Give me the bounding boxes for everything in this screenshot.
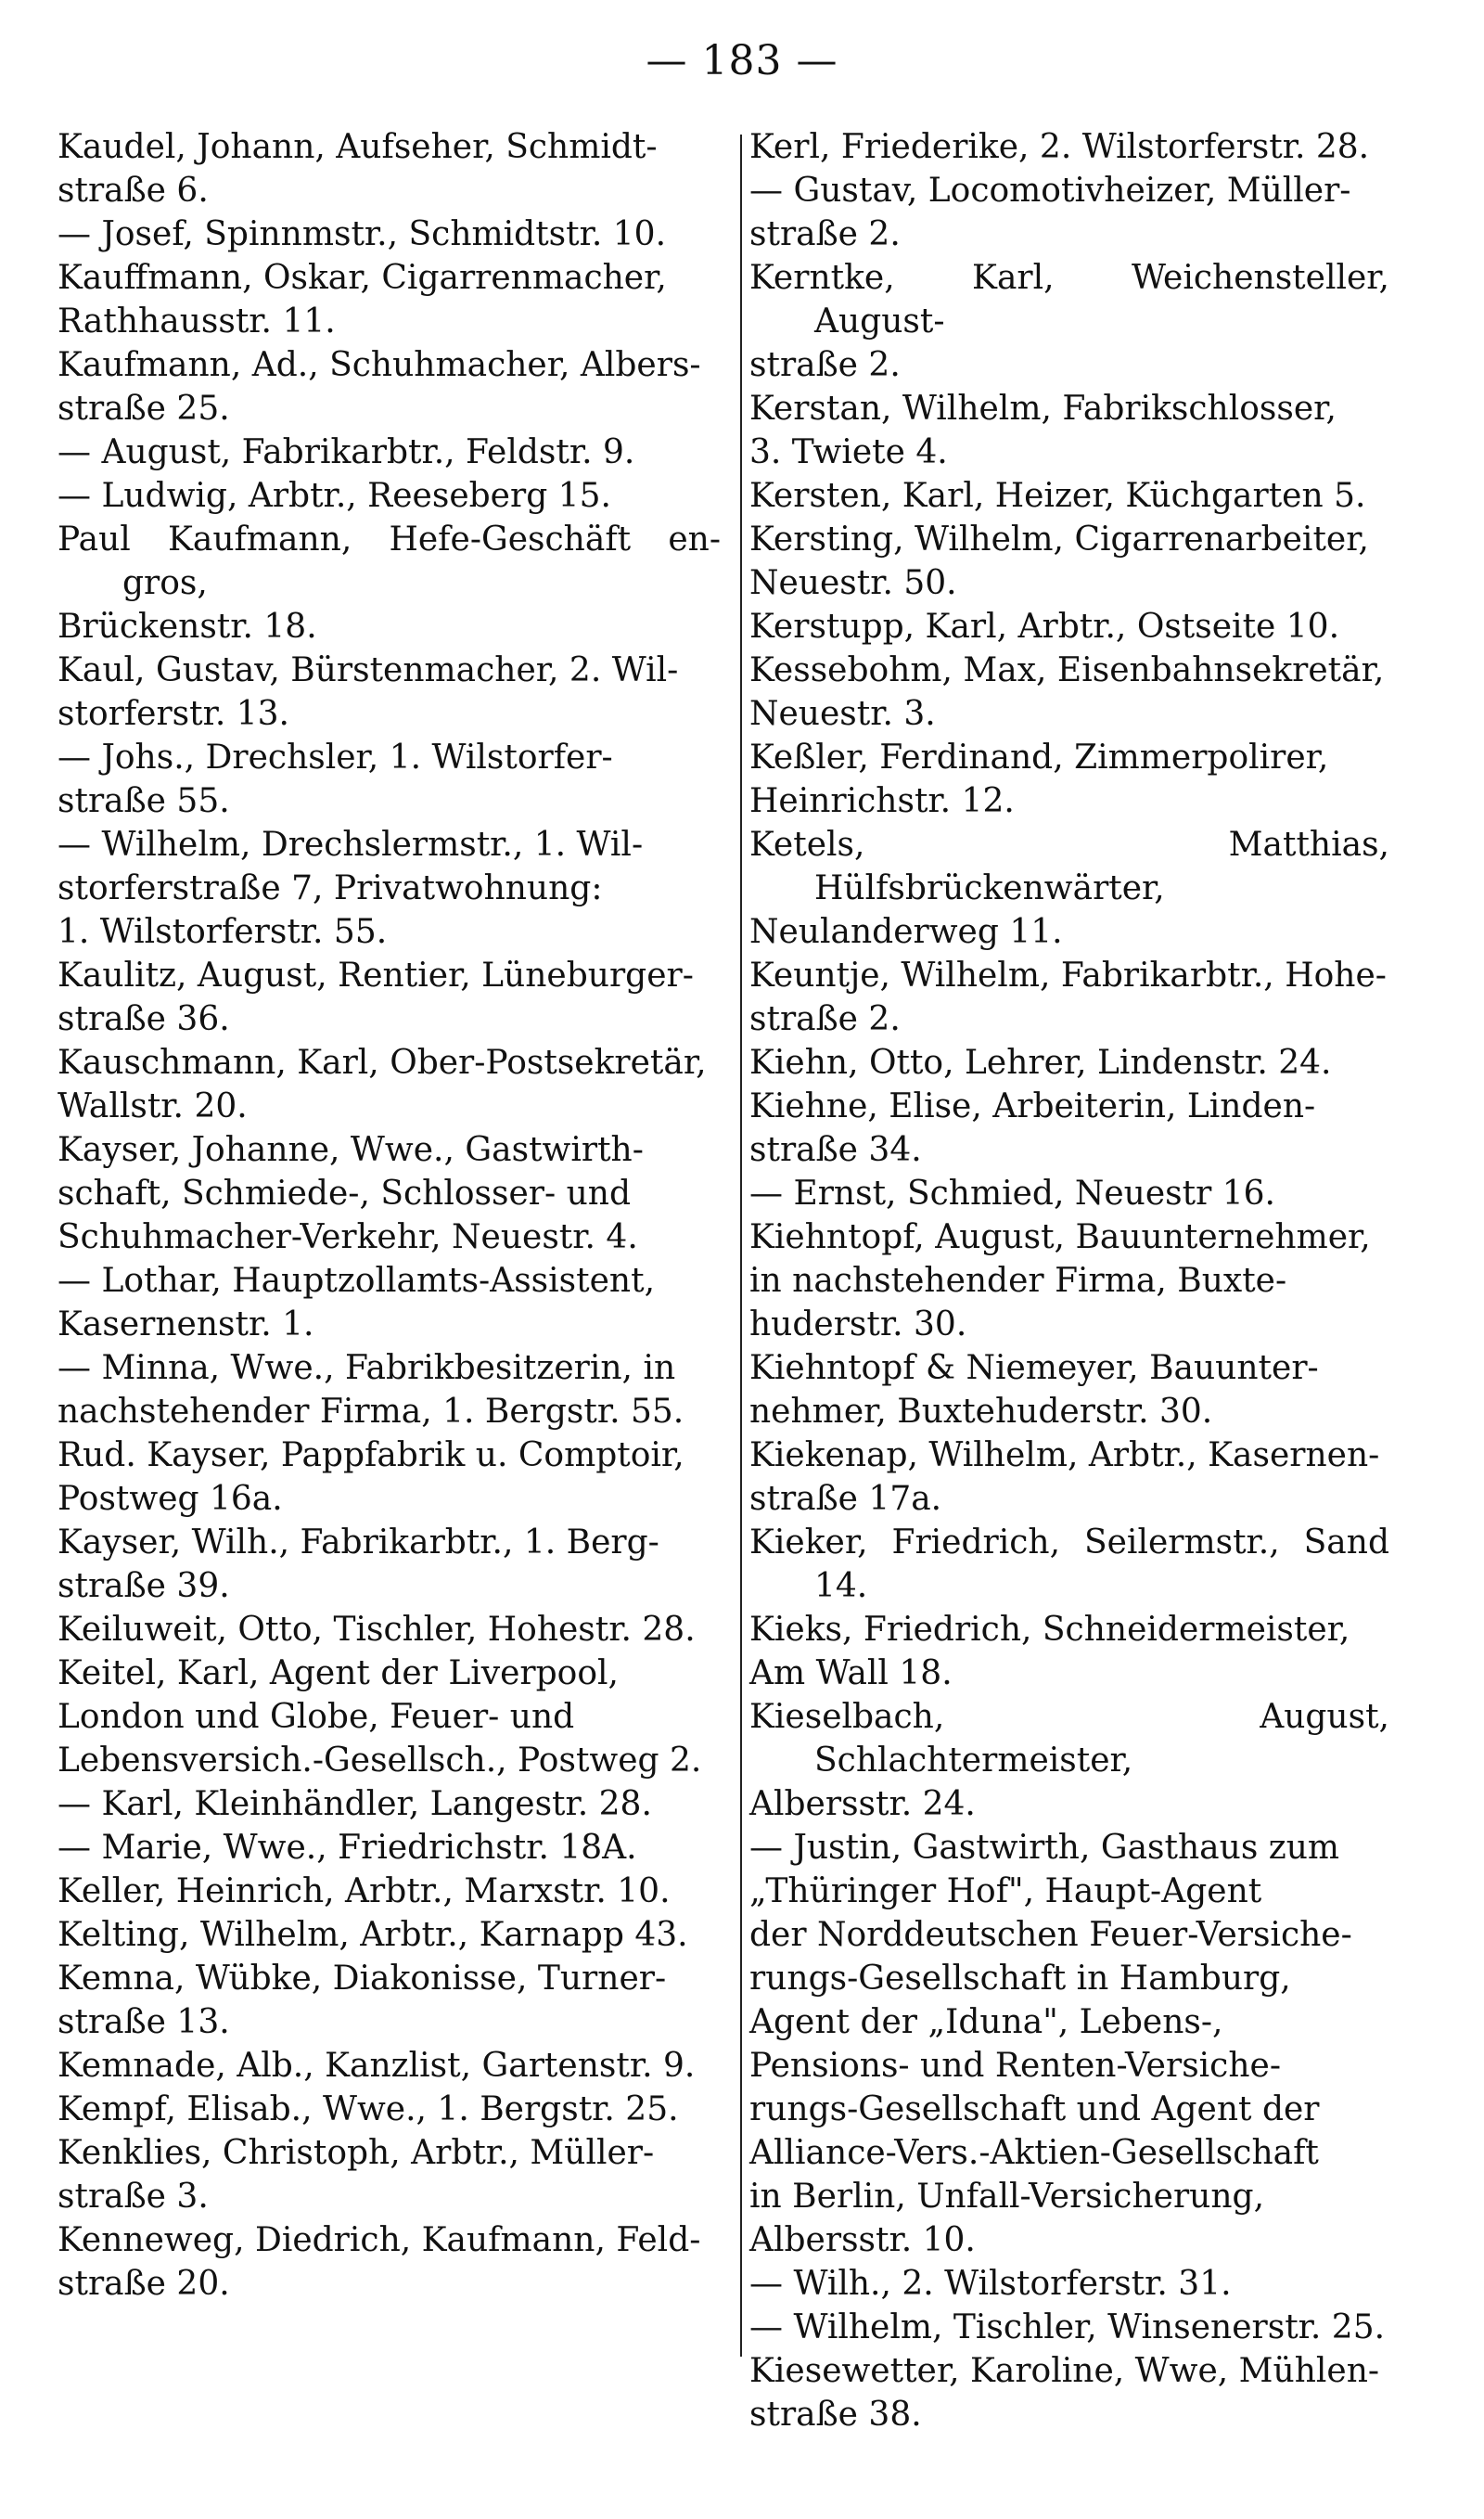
entry-continuation-line: der Norddeutschen Feuer-Versiche-	[749, 1916, 1352, 1954]
entry-line: Kemnade, Alb., Kanzlist, Gartenstr. 9.	[58, 2047, 696, 2085]
entry-continuation-line: schaft, Schmiede-, Schlosser- und	[58, 1175, 632, 1213]
entry-continuation-line: rungs-Gesellschaft in Hamburg,	[749, 1960, 1291, 1998]
entry-continuation-line: Neuestr. 50.	[749, 564, 957, 602]
directory-entry	[749, 518, 1389, 605]
entry-line: Keßler, Ferdinand, Zimmerpolirer,	[749, 739, 1329, 777]
directory-entry	[58, 1913, 721, 1957]
directory-entry	[58, 823, 721, 954]
entry-continuation-line: straße 34.	[749, 1131, 922, 1169]
entry-continuation-line: Neulanderweg 11.	[749, 913, 1063, 951]
entry-line: Kiehntopf, August, Bauunternehmer,	[749, 1218, 1371, 1256]
entry-continuation-line: Brückenstr. 18.	[58, 608, 317, 646]
entry-line: Keller, Heinrich, Arbtr., Marxstr. 10.	[58, 1872, 671, 1910]
entry-line: Keitel, Karl, Agent der Liverpool,	[58, 1654, 619, 1692]
directory-entry	[58, 1782, 721, 1826]
entry-line: Paul Kaufmann, Hefe-Geschäft en-gros,	[58, 521, 721, 602]
directory-entry	[58, 256, 721, 343]
directory-entry	[58, 1957, 721, 2044]
entry-line: — Minna, Wwe., Fabrikbesitzerin, in	[58, 1349, 676, 1387]
entry-line: Kayser, Johanne, Wwe., Gastwirth-	[58, 1131, 644, 1169]
directory-entry	[58, 125, 721, 212]
entry-line: — Gustav, Locomotivheizer, Müller-	[749, 172, 1351, 210]
left-column	[58, 125, 721, 2306]
directory-entry	[58, 2218, 721, 2306]
directory-entry	[58, 212, 721, 256]
entry-line: — August, Fabrikarbtr., Feldstr. 9.	[58, 433, 635, 471]
entry-continuation-line: straße 6.	[58, 172, 209, 210]
entry-line: — Wilhelm, Drechslermstr., 1. Wil-	[58, 826, 644, 864]
entry-continuation-line: Pensions- und Renten-Versiche-	[749, 2047, 1281, 2085]
entry-continuation-line: nehmer, Buxtehuderstr. 30.	[749, 1393, 1213, 1431]
directory-entry	[749, 1172, 1389, 1215]
directory-entry	[58, 431, 721, 474]
entry-line: Kieselbach, August, Schlachtermeister,	[749, 1698, 1389, 1780]
entry-line: Kaul, Gustav, Bürstenmacher, 2. Wil-	[58, 651, 679, 689]
entry-line: Rud. Kayser, Pappfabrik u. Comptoir,	[58, 1436, 684, 1474]
entry-line: Kerl, Friederike, 2. Wilstorferstr. 28.	[749, 128, 1370, 166]
entry-line: Kiehntopf & Niemeyer, Bauunter-	[749, 1349, 1319, 1387]
directory-entry	[58, 2131, 721, 2218]
entry-continuation-line: Wallstr. 20.	[58, 1087, 248, 1125]
entry-line: Keiluweit, Otto, Tischler, Hohestr. 28.	[58, 1611, 696, 1649]
entry-continuation-line: Neuestr. 3.	[749, 695, 936, 733]
entry-line: Kelting, Wilhelm, Arbtr., Karnapp 43.	[58, 1916, 688, 1954]
entry-line: — Johs., Drechsler, 1. Wilstorfer-	[58, 739, 613, 777]
directory-entry	[749, 649, 1389, 736]
entry-continuation-line: Rathhausstr. 11.	[58, 302, 336, 341]
entry-continuation-line: in nachstehender Firma, Buxte-	[749, 1262, 1287, 1300]
entry-continuation-line: straße 36.	[58, 1000, 230, 1038]
entry-line: Kaudel, Johann, Aufseher, Schmidt-	[58, 128, 658, 166]
directory-entry	[58, 343, 721, 431]
entry-continuation-line: straße 3.	[58, 2178, 209, 2216]
entry-line: — Justin, Gastwirth, Gasthaus zum	[749, 1829, 1340, 1867]
directory-entry	[749, 1433, 1389, 1521]
entry-line: Kessebohm, Max, Eisenbahnsekretär,	[749, 651, 1385, 689]
entry-line: Kiehne, Elise, Arbeiterin, Linden-	[749, 1087, 1316, 1125]
directory-entry	[58, 1870, 721, 1913]
directory-entry	[749, 256, 1389, 387]
entry-line: Kerstan, Wilhelm, Fabrikschlosser,	[749, 390, 1337, 428]
directory-entry	[58, 518, 721, 649]
directory-entry	[58, 474, 721, 518]
directory-entry	[749, 1521, 1389, 1608]
directory-entry	[58, 954, 721, 1041]
entry-line: Kieks, Friedrich, Schneidermeister,	[749, 1611, 1350, 1649]
directory-entry	[749, 954, 1389, 1041]
entry-continuation-line: straße 2.	[749, 215, 901, 253]
entry-continuation-line: straße 17a.	[749, 1480, 942, 1518]
directory-entry	[749, 736, 1389, 823]
directory-entry	[58, 1651, 721, 1782]
entry-line: Keuntje, Wilhelm, Fabrikarbtr., Hohe-	[749, 957, 1387, 995]
entry-continuation-line: straße 20.	[58, 2265, 230, 2303]
directory-entry	[58, 1041, 721, 1128]
entry-continuation-line: straße 13.	[58, 2003, 230, 2041]
entry-continuation-line: in Berlin, Unfall-Versicherung,	[749, 2178, 1265, 2216]
entry-continuation-line: straße 55.	[58, 782, 230, 820]
entry-line: Kiesewetter, Karoline, Wwe, Mühlen-	[749, 2352, 1380, 2390]
directory-entry	[58, 1128, 721, 1259]
entry-continuation-line: storferstraße 7, Privatwohnung:	[58, 869, 603, 907]
directory-entry	[58, 1521, 721, 1608]
directory-entry	[749, 1826, 1389, 2262]
entry-line: Kemna, Wübke, Diakonisse, Turner-	[58, 1960, 667, 1998]
entry-line: — Marie, Wwe., Friedrichstr. 18A.	[58, 1829, 637, 1867]
directory-entry	[58, 1433, 721, 1521]
entry-line: — Wilh., 2. Wilstorferstr. 31.	[749, 2265, 1232, 2303]
entry-continuation-line: Postweg 16a.	[58, 1480, 283, 1518]
directory-entry	[58, 1608, 721, 1651]
entry-line: Kieker, Friedrich, Seilermstr., Sand 14.	[749, 1523, 1389, 1605]
entry-continuation-line: „Thüringer Hof", Haupt-Agent	[749, 1872, 1262, 1910]
entry-continuation-line: Alliance-Vers.-Aktien-Gesellschaft	[749, 2134, 1319, 2172]
entry-line: Kauschmann, Karl, Ober-Postsekretär,	[58, 1044, 707, 1082]
directory-entry	[749, 2306, 1389, 2349]
entry-line: Ketels, Matthias, Hülfsbrückenwärter,	[749, 826, 1389, 907]
entry-line: Kempf, Elisab., Wwe., 1. Bergstr. 25.	[58, 2090, 679, 2128]
entry-continuation-line: huderstr. 30.	[749, 1305, 967, 1343]
entry-line: Kenklies, Christoph, Arbtr., Müller-	[58, 2134, 655, 2172]
entry-continuation-line: straße 25.	[58, 390, 230, 428]
directory-entry	[749, 1085, 1389, 1172]
entry-line: — Ernst, Schmied, Neuestr 16.	[749, 1175, 1275, 1213]
entry-line: Kenneweg, Diedrich, Kaufmann, Feld-	[58, 2221, 701, 2259]
entry-continuation-line: Am Wall 18.	[749, 1654, 953, 1692]
entry-line: Kayser, Wilh., Fabrikarbtr., 1. Berg-	[58, 1523, 659, 1562]
entry-continuation-line: Agent der „Iduna", Lebens-,	[749, 2003, 1223, 2041]
entry-continuation-line: Albersstr. 10.	[749, 2221, 976, 2259]
entry-continuation-line: 3. Twiete 4.	[749, 433, 948, 471]
entry-continuation-line: storferstr. 13.	[58, 695, 289, 733]
entry-continuation-line: London und Globe, Feuer- und	[58, 1698, 575, 1736]
entry-continuation-line: rungs-Gesellschaft und Agent der	[749, 2090, 1320, 2128]
entry-line: Kersting, Wilhelm, Cigarrenarbeiter,	[749, 521, 1369, 559]
entry-line: Kerstupp, Karl, Arbtr., Ostseite 10.	[749, 608, 1340, 646]
entry-line: Kersten, Karl, Heizer, Küchgarten 5.	[749, 477, 1366, 515]
entry-continuation-line: nachstehender Firma, 1. Bergstr. 55.	[58, 1393, 684, 1431]
entry-line: Kiehn, Otto, Lehrer, Lindenstr. 24.	[749, 1044, 1332, 1082]
directory-entry	[58, 1346, 721, 1433]
entry-line: — Ludwig, Arbtr., Reeseberg 15.	[58, 477, 611, 515]
directory-entry	[749, 1346, 1389, 1433]
entry-continuation-line: straße 38.	[749, 2396, 922, 2434]
page-number: — 183 —	[646, 37, 838, 84]
entry-continuation-line: Albersstr. 24.	[749, 1785, 976, 1823]
directory-entry	[749, 387, 1389, 474]
directory-entry	[749, 2349, 1389, 2436]
directory-entry	[749, 823, 1389, 954]
entry-continuation-line: straße 2.	[749, 1000, 901, 1038]
column-divider	[740, 135, 742, 2357]
directory-entry	[749, 125, 1389, 169]
entry-continuation-line: Heinrichstr. 12.	[749, 782, 1015, 820]
directory-entry	[749, 605, 1389, 649]
entry-line: — Wilhelm, Tischler, Winsenerstr. 25.	[749, 2308, 1386, 2346]
directory-entry	[749, 1608, 1389, 1695]
entry-line: Kaufmann, Ad., Schuhmacher, Albers-	[58, 346, 701, 384]
directory-entry	[749, 1215, 1389, 1346]
entry-line: Kauffmann, Oskar, Cigarrenmacher,	[58, 259, 667, 297]
directory-entry	[58, 649, 721, 736]
directory-entry	[749, 2262, 1389, 2306]
directory-entry	[749, 1695, 1389, 1826]
entry-line: — Lothar, Hauptzollamts-Assistent,	[58, 1262, 656, 1300]
entry-continuation-line: Schuhmacher-Verkehr, Neuestr. 4.	[58, 1218, 638, 1256]
entry-line: — Josef, Spinnmstr., Schmidtstr. 10.	[58, 215, 667, 253]
directory-entry	[749, 1041, 1389, 1085]
directory-entry	[749, 474, 1389, 518]
entry-continuation-line: 1. Wilstorferstr. 55.	[58, 913, 388, 951]
directory-entry	[58, 1259, 721, 1346]
directory-entry	[58, 736, 721, 823]
directory-entry	[58, 1826, 721, 1870]
directory-entry	[58, 2044, 721, 2088]
right-column	[749, 125, 1389, 2436]
directory-entry	[749, 169, 1389, 256]
entry-continuation-line: Kasernenstr. 1.	[58, 1305, 314, 1343]
entry-line: — Karl, Kleinhändler, Langestr. 28.	[58, 1785, 652, 1823]
entry-line: Kaulitz, August, Rentier, Lüneburger-	[58, 957, 694, 995]
entry-continuation-line: straße 2.	[749, 346, 901, 384]
entry-line: Kiekenap, Wilhelm, Arbtr., Kasernen-	[749, 1436, 1380, 1474]
entry-continuation-line: straße 39.	[58, 1567, 230, 1605]
entry-line: Kerntke, Karl, Weichensteller, August-	[749, 259, 1389, 341]
entry-continuation-line: Lebensversich.-Gesellsch., Postweg 2.	[58, 1741, 702, 1780]
directory-entry	[58, 2088, 721, 2131]
